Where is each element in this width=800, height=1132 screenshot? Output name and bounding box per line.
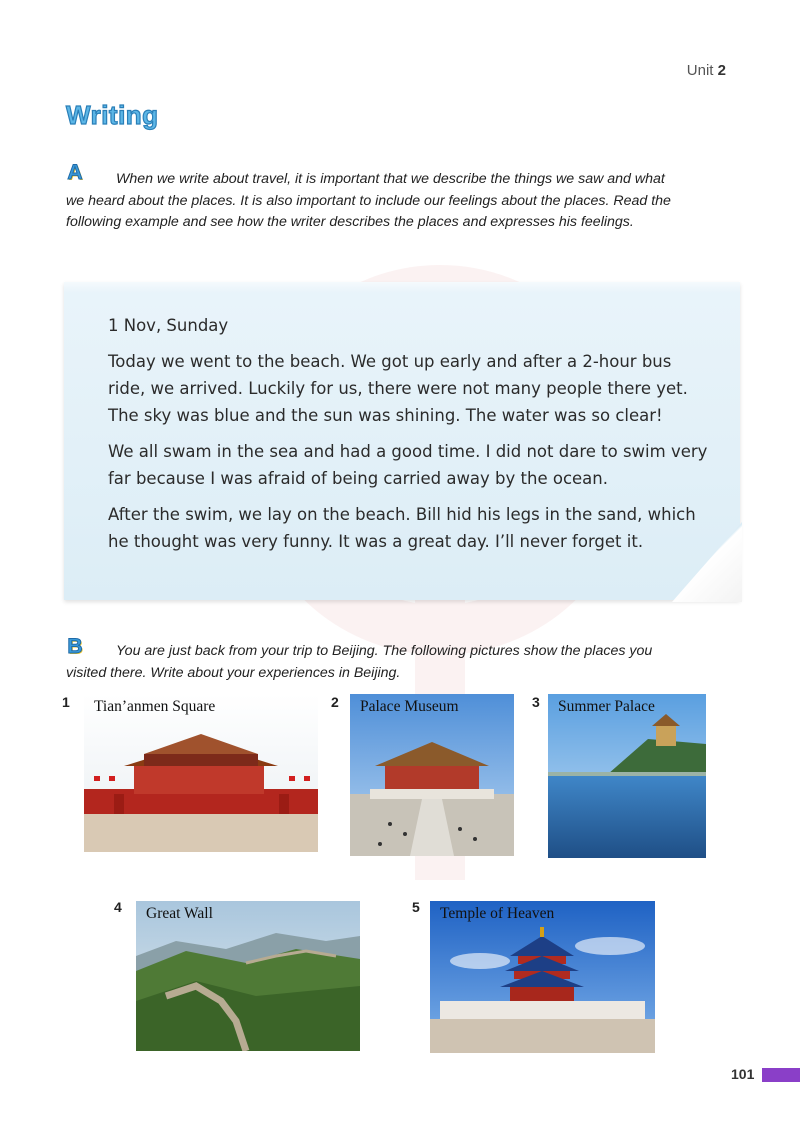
- picture-2-label: Palace Museum: [360, 698, 459, 715]
- diary-paragraph-1: Today we went to the beach. We got up early and after a 2-hour bus ride, we arrived. Luckily for us, there were not many people there yet. The sky was blue and the sun was shining. The water was so clear!: [108, 352, 688, 425]
- photo-great-wall: [136, 901, 360, 1051]
- picture-4-label: Great Wall: [146, 905, 213, 922]
- diary-note-card: [64, 282, 740, 600]
- section-title: Writing: [66, 100, 159, 130]
- picture-5-label: Temple of Heaven: [440, 905, 555, 922]
- diary-paragraph-2: We all swam in the sea and had a good time. I did not dare to swim very far because I was afraid of being carried away by the ocean.: [108, 442, 708, 488]
- unit-header: [687, 62, 726, 79]
- part-a-instructions: When we write about travel, it is important that we describe the things we saw and what we heard about the places. It is also important to include our feelings about the places. Read the following example and see how the writer describes the places and expresses his feelings.: [66, 171, 671, 230]
- unit-number: 2: [717, 62, 726, 79]
- photo-summer-palace: [548, 694, 706, 858]
- picture-4-number: 4: [114, 899, 122, 915]
- part-b-badge: B: [64, 636, 86, 658]
- photo-tiananmen-square: [84, 694, 318, 852]
- photo-palace-museum: [350, 694, 514, 856]
- part-b-instructions: You are just back from your trip to Beijing. The following pictures show the places you visited there. Write about your experiences in Beijing.: [66, 643, 653, 681]
- picture-5-number: 5: [412, 899, 420, 915]
- picture-3-number: 3: [532, 694, 540, 710]
- diary-date: 1 Nov, Sunday: [108, 316, 229, 335]
- photo-temple-of-heaven: [430, 901, 655, 1053]
- picture-1-number: 1: [62, 694, 70, 710]
- page-number: 101: [731, 1066, 755, 1082]
- unit-label: Unit: [686, 62, 714, 79]
- picture-2-number: 2: [331, 694, 339, 710]
- diary-paragraph-3: After the swim, we lay on the beach. Bill hid his legs in the sand, which he thought was very funny. It was a great day. I’ll never forget it.: [108, 505, 696, 551]
- picture-3-label: Summer Palace: [558, 698, 655, 715]
- page-accent-bar: [762, 1068, 800, 1082]
- picture-1-label: Tian’anmen Square: [94, 698, 216, 715]
- diary-text: [108, 312, 708, 564]
- part-a-badge: A: [64, 162, 86, 184]
